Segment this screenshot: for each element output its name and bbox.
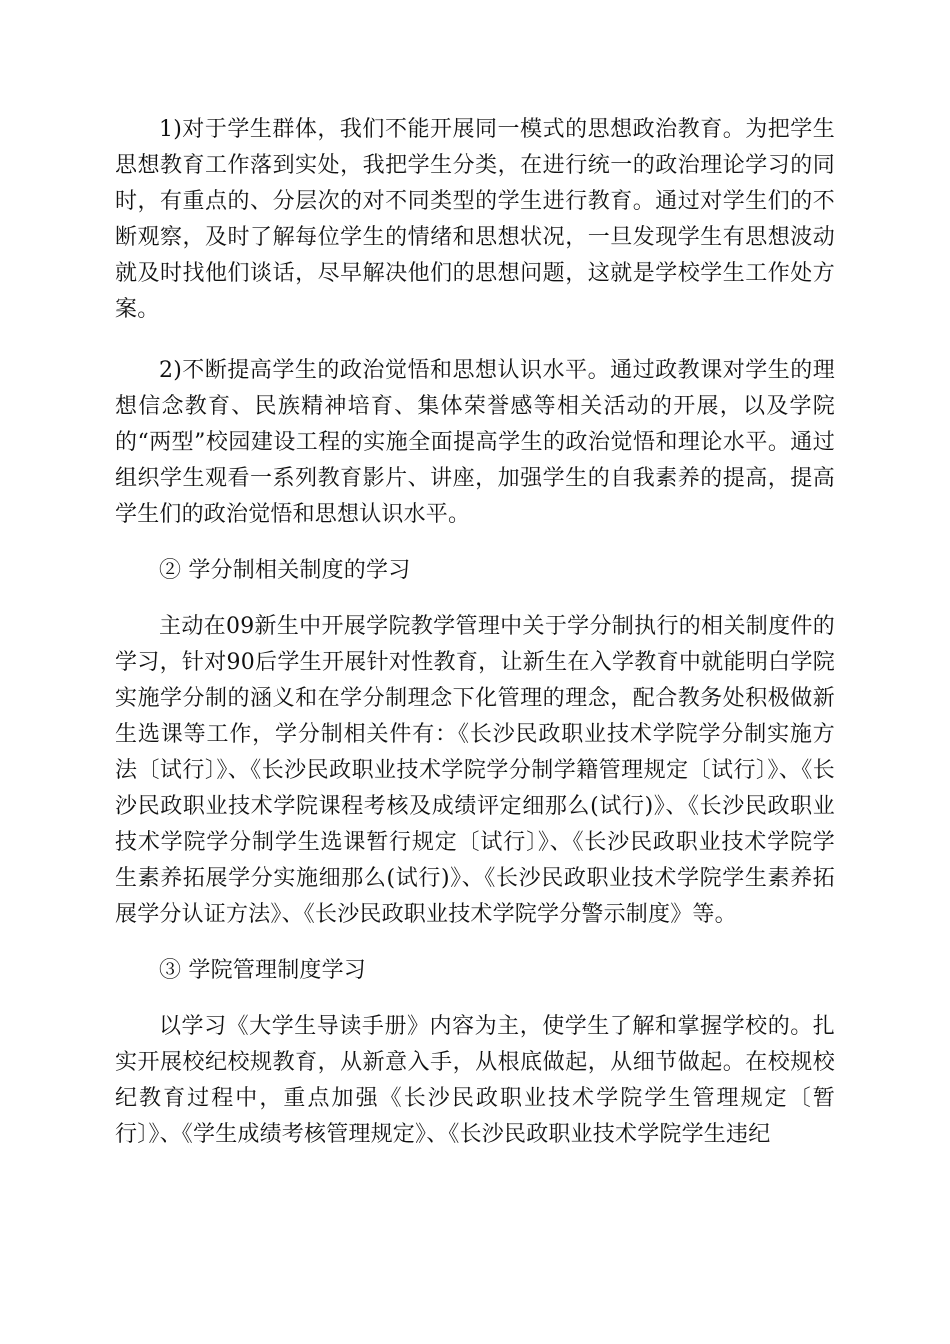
paragraph-handbook-study: 以学习《大学生导读手册》内容为主，使学生了解和掌握学校的。扎实开展校纪校规教育，从新意入手，从根底做起，从细节做起。在校规校纪教育过程中，重点加强《长沙民政职业技术学院学生管理规定〔暂行〕》、《学生成绩考核管理规定》、《长沙民政职业技术学院学生违纪 [115, 1014, 835, 1147]
paragraph-credit-system-study: 主动在09新生中开展学院教学管理中关于学分制执行的相关制度件的学习，针对90后学生开展针对性教育，让新生在入学教育中就能明白学院实施学分制的涵义和在学分制理念下化管理的理念，配合教务处积极做新生选课等工作，学分制相关件有：《长沙民政职业技术学院学分制实施方法〔试行〕》、《长沙民政职业技术学院学分制学籍管理规定〔试行〕》、《长沙民政职业技术学院课程考核及成绩评定细那么(试行)》、《长沙民政职业技术学院学分制学生选课暂行规定〔试行〕》、《长沙民政职业技术学院学生素养拓展学分实施细那么(试行)》、《长沙民政职业技术学院学生素养拓展学分认证方法》、《长沙民政职业技术学院学分警示制度》等。 [115, 614, 835, 927]
paragraph-student-groups: 1)对于学生群体，我们不能开展同一模式的思想政治教育。为把学生思想教育工作落到实处，我把学生分类，在进行统一的政治理论学习的同时，有重点的、分层次的对不同类型的学生进行教育。通过对学生们的不断观察，及时了解每位学生的情绪和思想状况，一旦发现学生有思想波动就及时找他们谈话，尽早解决他们的思想问题，这就是学校学生工作处方案。 [115, 117, 835, 322]
paragraph-political-awareness: 2)不断提高学生的政治觉悟和思想认识水平。通过政教课对学生的理想信念教育、民族精神培育、集体荣誉感等相关活动的开展，以及学院的“两型”校园建设工程的实施全面提高学生的政治觉悟和理论水平。通过组织学生观看一系列教育影片、讲座，加强学生的自我素养的提高，提高学生们的政治觉悟和思想认识水平。 [115, 358, 835, 527]
document-body [115, 112, 835, 1153]
section-heading-credit-system: ② 学分制相关制度的学习 [159, 558, 411, 583]
section-heading-management-rules: ③ 学院管理制度学习 [159, 958, 366, 983]
